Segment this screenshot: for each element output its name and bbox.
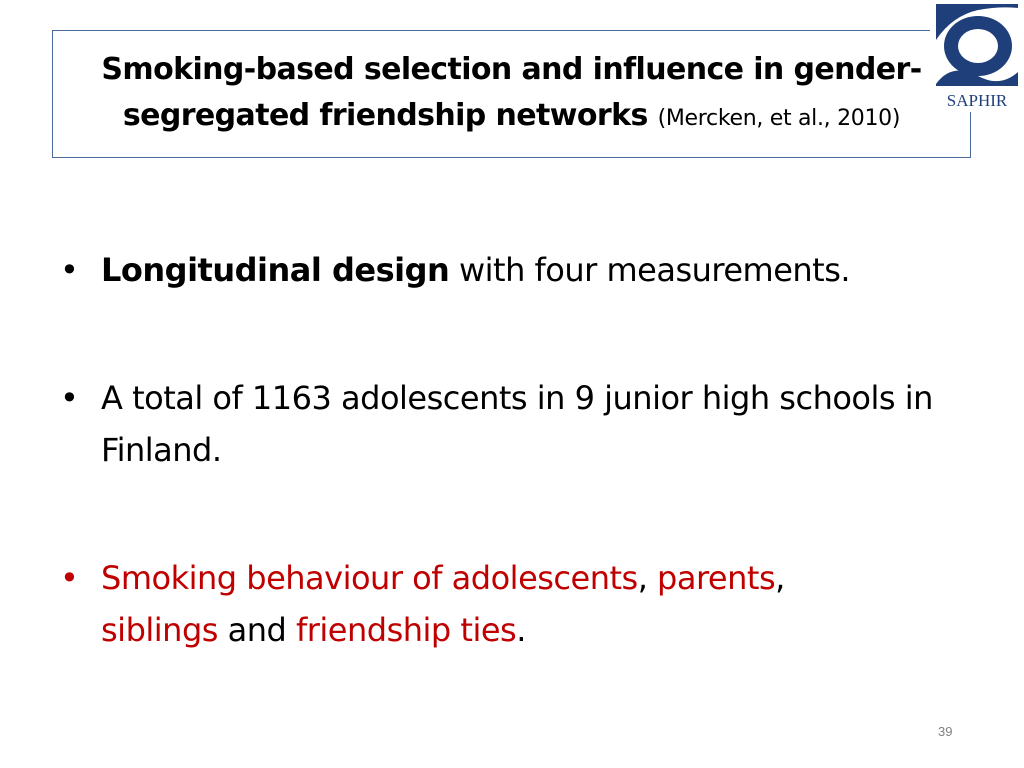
bullet-item-2 — [60, 372, 980, 476]
bullet-item-3 — [60, 552, 980, 656]
bullet-2-text: A total of 1163 adolescents in 9 junior high schools in Finland. — [101, 379, 933, 469]
slide-title-line-2 — [123, 93, 900, 142]
bullet-dot-icon: • — [60, 379, 79, 417]
title-box — [52, 30, 971, 158]
slide-title-main: segregated friendship networks — [122, 97, 648, 133]
saphir-logo-icon — [930, 0, 1024, 112]
bullet-3-siblings: siblings — [101, 611, 218, 649]
bullet-dot-icon: • — [60, 251, 79, 289]
slide-title-line-1: Smoking-based selection and influence in gender- — [101, 51, 922, 87]
bullet-3-parents: parents — [657, 559, 776, 597]
bullet-3-friendship-ties: friendship ties — [295, 611, 517, 649]
bullet-3-sep-1: , — [637, 559, 658, 597]
bullet-dot-icon: • — [60, 559, 79, 597]
slide-title-citation: (Mercken, et al., 2010) — [657, 105, 901, 131]
bullet-1-bold: Longitudinal design — [101, 251, 450, 289]
bullet-3-sep-3: and — [217, 611, 296, 649]
saphir-logo — [930, 0, 1024, 112]
bullet-3-adolescents: Smoking behaviour of adolescents — [101, 559, 638, 597]
logo-wordmark: SAPHIR — [946, 91, 1008, 110]
bullet-3-sep-2: , — [775, 559, 785, 597]
bullet-list — [60, 244, 980, 656]
page-number: 39 — [938, 724, 953, 739]
bullet-3-end: . — [516, 611, 526, 649]
bullet-item-1 — [60, 244, 980, 296]
bullet-1-text: with four measurements. — [449, 251, 851, 289]
